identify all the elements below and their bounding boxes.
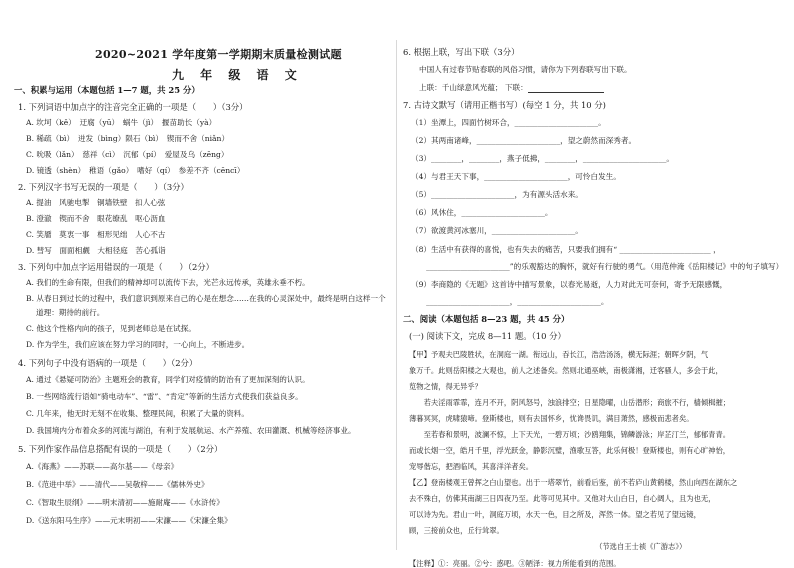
passage-line: 若夫淫雨霏霏，连月不开，阴风怒号，浊浪排空；日星隐曜，山岳潜形；商旅不行，樯倾楫摧； [409,398,731,407]
q7-item-8-cont[interactable]: ______________________”的乐观豁达的胸怀，就好有行驶的勇气。（用范仲淹《岳阳楼记》中的句子填写） [411,262,784,271]
section-2-heading: 二、阅读（本题包括 8—23 题，共 45 分） [403,314,570,324]
q2-stem: 2. 下列汉字书写无误的一项是（ ）（3分） [18,182,189,192]
q6-couplet-upper [419,84,604,93]
q5-option-d: D.《送东阳马生序》——元末明初——宋濂——《宋濂全集》 [26,516,232,525]
passage-line: 去不殊白，仿佛其南湖三日四夜乃至。此等可见其中。又他对大山白日，自心阔人，且为也无， [409,494,716,503]
q2-option-a: A. 提油 风驰电掣 铜墙铁壁 扣人心弦 [26,198,166,207]
reading-subheading: (一) 阅读下文，完成 8—11 题。（10 分） [409,331,566,341]
q3-option-b: B. 从春日到过长的过程中，我们意识到原来自己的心是在想念……在我的心灵深处中，最终是明白这样一个 [26,294,386,303]
passage-line: 至若春和景明，波澜不惊，上下天光，一碧万顷；沙鸥翔集，锦鳞游泳；岸芷汀兰，郁郁青青。 [409,430,731,439]
q5-option-c: C.《智取生辰纲》——明末清初——施耐庵——《水浒传》 [26,498,224,507]
q7-item-7[interactable]: （7）欲渡黄河冰塞川，______________________。 [411,226,583,235]
passage-line: 宠辱偕忘，把酒临风，其喜洋洋者矣。 [409,462,534,471]
q4-stem: 4. 下列句子中没有语病的一项是（ ）（2分） [18,358,198,368]
q2-option-c: C. 笑靥 莫衷一事 相形见绌 人心不古 [26,230,166,239]
q4-option-d: D. 我国境内分布着众多的河流与湖泊，有利于发展航运、水产养殖、农田灌溉、机械等经济事业。 [26,426,356,435]
q7-item-9-cont[interactable]: ______________________，______________________。 [411,297,609,306]
q7-item-2[interactable]: （2）其两南诸峰，______________________，望之蔚然而深秀者。 [411,136,637,145]
passage-line: 象万千。此则岳阳楼之大观也，前人之述备矣。然则北通巫峡，南极潇湘，迁客骚人，多会于此， [409,366,723,375]
passage-line: 而或长烟一空，皓月千里，浮光跃金，静影沉璧，渔歌互答，此乐何极！登斯楼也，则有心旷神怡， [409,446,731,455]
q6-upper-text: 上联：千山绿意风光蕴； 下联： [419,83,528,92]
passage-line: 【甲】予观夫巴陵胜状，在洞庭一湖。衔远山，吞长江，浩浩汤汤，横无际涯；朝晖夕阴，气 [409,350,709,359]
passage-line: 顾，三接前众也，丘行耸翠。 [409,526,504,535]
passage-line: 薄暮冥冥，虎啸猿啼。登斯楼也，则有去国怀乡，忧谗畏讥，满目萧然，感极而悲者矣。 [409,414,694,423]
q7-item-9[interactable]: （9）李商隐的《无题》这首诗中描写景象，以春光易逝，人力对此无可奈何，寄予无限感慨， [411,280,728,289]
q7-item-4[interactable]: （4）与君王天下事，______________________，可怜白发生。 [411,172,621,181]
q6-stem: 6. 根据上联，写出下联（3分） [403,47,520,57]
q5-option-a: A.《海燕》——苏联——高尔基——《母亲》 [26,462,179,471]
q7-item-8[interactable]: （8）生活中有获得的喜悦，也有失去的痛苦，只要我们拥有“ ________________________ ， [411,245,721,254]
q7-item-5[interactable]: （5）______________________，为有源头活水来。 [411,190,583,199]
q3-option-d: D. 作为学生，我们应该在努力学习的同时，一心向上，不断进步。 [26,340,250,349]
passage-line: 【乙】登南楼观王曾挥之白山望也。出于一塔翠竹，前看后鉴，前不若庐山黄鹤楼，然山向西在湖东之 [409,478,738,487]
q5-stem: 5. 下列作家作品信息搭配有误的一项是（ ）（2分） [18,444,223,454]
q1-option-c: C. 吮吸（lǎn） 慈祥（cì） 沉郁（pí） 爱屋及乌（zēng） [26,150,229,159]
q3-stem: 3. 下列句中加点字运用错误的一项是（ ）（2分） [18,262,215,272]
q1-option-a: A. 坎坷（kě） 迂腐（yū） 蜗牛（jì） 揠苗助长（yà） [26,118,217,127]
exam-subtitle: 九 年 级 语 文 [172,68,303,82]
q3-option-a: A. 我们的生命有限，但我们的精神却可以流传下去，光芒永远传承，英雄永垂不朽。 [26,278,310,287]
passage-line: 可以诗为先。君山一叶，洞庭万顷，水天一色，目之所及，浑然一体。望之若见了望远镜， [409,510,701,519]
passage-note: 【注释】①：亮丽。②兮：惑吧。③陋泽：视力所能看到的范围。 [409,559,621,568]
q6-answer-blank[interactable] [528,84,604,93]
q1-stem: 1. 下列词语中加点字的注音完全正确的一项是（ ）（3分） [18,102,248,112]
q4-option-a: A. 通过《悬疑可防治》主题班会的教育，同学们对疫情的防治有了更加深刻的认识。 [26,375,310,384]
q7-stem: 7. 古诗文默写（请用正楷书写）(每空 1 分，共 10 分) [403,100,606,110]
q7-item-6[interactable]: （6）风休住，______________________。 [411,208,553,217]
q6-intro: 中国人有过春节贴春联的风俗习惯，请你为下列春联写出下联。 [419,65,632,74]
q2-option-d: D. 彗写 面面相觑 大相径庭 苦心孤诣 [26,246,166,255]
q4-option-c: C. 几年来，他无时无刻不在收集、整理民间，积累了大量的资料。 [26,409,249,418]
q1-option-d: D. 镜透（shèn） 稚语（gǎo） 嗜好（qí） 参差不齐（cēncī） [26,166,245,175]
q3-option-c: C. 他这个性格内向的孩子，见到老师总是在试探。 [26,324,196,333]
q2-option-b: B. 澄澈 锲而不舍 眼花缭乱 呕心沥血 [26,214,166,223]
q1-option-b: B. 稀疏（bì） 迸发（bìng）陨石（bì） 锲而不舍（niǎn） [26,134,230,143]
q4-option-b: B. 一些网络流行语如“骑电动车”、“雷”、“肯定”等新的生活方式使我们获益良多。 [26,392,303,401]
q7-item-1[interactable]: （1）坐潭上，四面竹树环合，______________________。 [411,118,606,127]
section-1-heading: 一、积累与运用（本题包括 1—7 题，共 25 分） [14,85,200,95]
column-divider [396,40,397,550]
passage-line: 览物之情，得无异乎？ [409,382,482,391]
q3-option-b-cont: 道理：期待的前行。 [26,308,105,317]
q7-item-3[interactable]: （3）________，________，燕子低拂，________，______________________。 [411,154,675,163]
passage-source: （节选自王士祯《广游志》） [409,542,687,551]
exam-title: 2020~2021 学年度第一学期期末质量检测试题 [95,48,342,61]
q5-option-b: B.《范进中举》——清代——吴敬梓——《儒林外史》 [26,480,209,489]
